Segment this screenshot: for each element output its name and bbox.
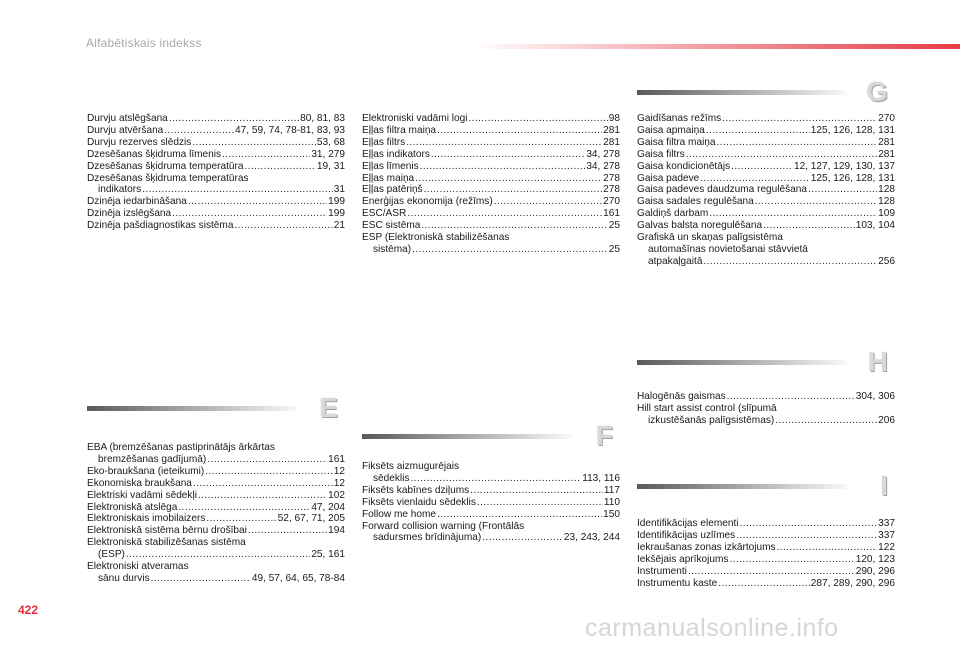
entry-pages: 25, 161: [311, 549, 345, 561]
section-divider: [637, 90, 847, 95]
entry-pages: 304, 306: [855, 391, 895, 402]
entry-term: indikators: [98, 184, 142, 196]
section-header-i: [637, 470, 892, 510]
index-entry: [637, 113, 895, 125]
index-entry: [637, 542, 895, 554]
entry-term: Fiksēts kabīnes dziļums: [362, 484, 470, 496]
index-entry: [637, 184, 895, 196]
index-list-h: [637, 391, 895, 427]
index-entry: [362, 497, 620, 509]
leader-dots: [722, 113, 877, 125]
entry-pages: 102: [328, 489, 345, 501]
entry-term: Iekšējais aprīkojums: [637, 553, 729, 565]
entry-pages: 109: [878, 208, 895, 220]
section-divider: [362, 434, 572, 439]
entry-pages: 125, 126, 128, 131: [810, 172, 895, 184]
entry-pages: 194: [328, 525, 345, 537]
entry-term: Eļļas līmenis: [362, 160, 419, 172]
index-entry: [87, 490, 345, 502]
section-letter-i: I: [880, 470, 888, 501]
entry-term: Identifikācijas elementi: [637, 518, 739, 529]
leader-dots: [248, 525, 327, 537]
leader-dots: [410, 473, 581, 485]
entry-pages: 31: [333, 184, 345, 196]
index-entry: Dzesēšanas šķidruma temperatūras: [87, 172, 249, 184]
entry-term: Fiksēts vienlaidu sēdeklis: [362, 496, 476, 508]
index-entry: ESP (Elektroniskā stabilizēšanas: [362, 232, 510, 244]
entry-pages: 12: [333, 477, 345, 489]
leader-dots: [736, 530, 877, 542]
entry-term: Gaisa padeves daudzuma regulēšana: [637, 184, 808, 196]
entry-term: Gaisa filtrs: [637, 148, 685, 160]
entry-term: Galvas balsta noregulēšana: [637, 220, 763, 232]
leader-dots: [437, 125, 602, 137]
index-entry: [637, 391, 895, 403]
entry-term: Follow me home: [362, 508, 437, 520]
leader-dots: [706, 125, 810, 137]
index-entry: Elektroniski atveramas: [87, 561, 189, 573]
entry-term: Halogēnās gaismas: [637, 391, 726, 402]
entry-pages: 52, 67, 71, 205: [277, 513, 345, 525]
index-entry: [87, 125, 345, 137]
index-entry: [87, 161, 345, 173]
entry-pages: 125, 126, 128, 131: [810, 124, 895, 136]
index-entry: [637, 196, 895, 208]
entry-pages: 161: [603, 208, 620, 220]
entry-pages: 278: [603, 184, 620, 196]
leader-dots: [709, 208, 877, 220]
section-letter-f: F: [595, 420, 613, 451]
index-entry: [637, 566, 895, 578]
entry-pages: 103, 104: [855, 220, 895, 232]
entry-term: Ekonomiska braukšana: [87, 477, 192, 489]
entry-pages: 287, 289, 290, 296: [810, 577, 895, 589]
leader-dots: [198, 490, 327, 502]
entry-pages: 281: [878, 148, 895, 160]
leader-dots: [421, 220, 607, 232]
section-letter-g: G: [866, 76, 888, 107]
entry-term: Dzinēja izslēgšana: [87, 208, 172, 220]
index-entry: [87, 137, 345, 149]
index-entry: [637, 530, 895, 542]
index-list-e-continued: [362, 113, 620, 256]
leader-dots: [415, 173, 602, 185]
entry-term: sānu durvis: [98, 572, 150, 584]
entry-pages: 21: [333, 220, 345, 232]
entry-term: Identifikācijas uzlīmes: [637, 529, 736, 541]
index-entry: [637, 256, 895, 268]
leader-dots: [234, 220, 332, 232]
leader-dots: [192, 137, 316, 149]
index-entry: [637, 208, 895, 220]
page-number: 422: [18, 603, 39, 617]
index-entry: [362, 125, 620, 137]
entry-term: Gaidīšanas režīms: [637, 113, 722, 124]
index-entry: Fiksēts aizmugurējais: [362, 461, 460, 472]
entry-term: ESC sistēma: [362, 220, 421, 232]
index-entry: [637, 149, 895, 161]
leader-dots: [727, 391, 855, 403]
entry-term: sadursmes brīdinājuma): [373, 532, 482, 544]
entry-pages: 34, 278: [586, 148, 620, 160]
leader-dots: [688, 566, 855, 578]
index-entry: [362, 137, 620, 149]
index-entry: [87, 184, 345, 196]
leader-dots: [700, 173, 810, 185]
index-entry: Hill start assist control (slīpumā: [637, 402, 777, 414]
entry-term: Eļļas filtra maiņa: [362, 124, 437, 136]
leader-dots: [763, 220, 855, 232]
section-header-f: [362, 420, 617, 460]
entry-pages: 128: [878, 184, 895, 196]
entry-pages: 120, 123: [855, 553, 895, 565]
entry-pages: 113, 116: [582, 472, 620, 484]
entry-pages: 25: [608, 243, 620, 255]
index-entry: [362, 509, 620, 521]
index-entry: [362, 184, 620, 196]
index-entry: [362, 113, 620, 125]
index-entry: [362, 485, 620, 497]
entry-term: sistēma): [373, 243, 412, 255]
index-entry: [362, 161, 620, 173]
index-entry: [87, 525, 345, 537]
entry-pages: 281: [878, 136, 895, 148]
entry-pages: 19, 31: [316, 160, 345, 172]
leader-dots: [142, 184, 333, 196]
leader-dots: [740, 518, 878, 530]
entry-pages: 278: [603, 172, 620, 184]
leader-dots: [178, 502, 310, 514]
site-watermark: carmanualsonline.info: [585, 614, 839, 642]
entry-pages: 270: [603, 196, 620, 208]
index-list-g: [637, 113, 895, 268]
entry-pages: 31, 279: [311, 148, 345, 160]
entry-term: Dzesēšanas šķidruma temperatūra: [87, 160, 244, 172]
entry-pages: 281: [603, 136, 620, 148]
leader-dots: [777, 542, 878, 554]
entry-term: Elektroniski vadāmi logi: [362, 113, 468, 124]
leader-dots: [470, 485, 603, 497]
entry-term: Durvju atslēgšana: [87, 113, 168, 124]
leader-dots: [206, 513, 276, 525]
entry-term: Instrumenti: [637, 565, 687, 577]
leader-dots: [164, 125, 234, 137]
entry-pages: 34, 278: [586, 160, 620, 172]
index-entry: [87, 573, 345, 585]
index-entry: [362, 244, 620, 256]
index-entry: [87, 113, 345, 125]
entry-term: Galdiņš darbam: [637, 208, 709, 220]
leader-dots: [717, 137, 878, 149]
leader-dots: [431, 149, 585, 161]
entry-term: atpakaļgaitā: [648, 255, 703, 267]
entry-pages: 49, 57, 64, 65, 78-84: [251, 572, 345, 584]
entry-pages: 47, 204: [311, 501, 345, 513]
entry-pages: 161: [328, 453, 345, 465]
entry-term: Eļļas indikators: [362, 148, 430, 160]
section-divider: [87, 406, 297, 411]
entry-term: sēdeklis: [373, 472, 410, 484]
index-entry: [362, 208, 620, 220]
index-entry: [637, 173, 895, 185]
entry-pages: 47, 59, 74, 78-81, 83, 93: [235, 124, 345, 136]
index-entry: [637, 415, 895, 427]
leader-dots: [207, 454, 327, 466]
entry-term: Iekraušanas zonas izkārtojums: [637, 541, 776, 553]
index-entry: [637, 554, 895, 566]
entry-pages: 337: [878, 529, 895, 541]
index-entry: [362, 532, 620, 544]
entry-pages: 128: [878, 196, 895, 208]
index-entry: Elektroniskā stabilizēšanas sistēma: [87, 537, 246, 549]
entry-pages: 206: [878, 414, 895, 426]
entry-term: Durvju atvēršana: [87, 124, 164, 136]
entry-pages: 12, 127, 129, 130, 137: [793, 160, 895, 172]
leader-dots: [729, 554, 854, 566]
index-entry: [87, 208, 345, 220]
leader-dots: [407, 208, 602, 220]
entry-term: Eļļas patēriņš: [362, 184, 423, 196]
leader-dots: [245, 161, 316, 173]
entry-term: Enerģijas ekonomija (režīms): [362, 196, 493, 208]
index-entry: [87, 502, 345, 514]
entry-term: Elektroniskais imobilaizers: [87, 513, 206, 525]
entry-term: Elektroniskā sistēma bērnu drošībai: [87, 525, 247, 537]
index-entry: Forward collision warning (Frontālās: [362, 520, 525, 532]
entry-pages: 281: [603, 124, 620, 136]
entry-pages: 53, 68: [316, 136, 345, 148]
leader-dots: [193, 478, 333, 490]
leader-dots: [686, 149, 877, 161]
leader-dots: [169, 113, 299, 125]
section-letter-e: E: [319, 392, 338, 423]
section-header-g: [637, 76, 892, 116]
section-header-h: [637, 346, 892, 386]
index-entry: [87, 149, 345, 161]
section-divider: [637, 360, 847, 365]
entry-pages: 12: [333, 465, 345, 477]
entry-term: Gaisa filtra maiņa: [637, 136, 716, 148]
entry-term: Gaisa padeve: [637, 172, 700, 184]
entry-pages: 25: [608, 220, 620, 232]
section-header-e: [87, 392, 342, 432]
index-entry: EBA (bremzēšanas pastiprinātājs ārkārtas: [87, 442, 275, 453]
leader-dots: [775, 415, 877, 427]
index-entry: [637, 518, 895, 530]
index-entry: [637, 125, 895, 137]
entry-pages: 117: [603, 484, 620, 496]
entry-term: Elektroniskā atslēga: [87, 501, 178, 513]
leader-dots: [151, 573, 251, 585]
leader-dots: [188, 196, 327, 208]
leader-dots: [494, 196, 602, 208]
leader-dots: [731, 161, 793, 173]
leader-dots: [703, 256, 877, 268]
leader-dots: [222, 149, 310, 161]
index-entry: [362, 149, 620, 161]
section-letter-h: H: [867, 346, 888, 377]
index-list-d: [87, 113, 345, 232]
index-entry: [362, 196, 620, 208]
index-entry: [87, 454, 345, 466]
entry-term: Durvju rezerves slēdzis: [87, 136, 192, 148]
entry-term: Dzesēšanas šķidruma līmenis: [87, 148, 222, 160]
leader-dots: [437, 509, 602, 521]
entry-pages: 98: [608, 113, 620, 124]
index-list-i: [637, 518, 895, 589]
entry-term: izkustēšanās palīgsistēmas): [648, 414, 775, 426]
index-entry: [637, 220, 895, 232]
leader-dots: [172, 208, 327, 220]
leader-dots: [755, 196, 877, 208]
entry-pages: 150: [603, 508, 620, 520]
index-list-f: [362, 461, 620, 544]
index-entry: Grafiskā un skaņas palīgsistēma: [637, 232, 783, 244]
index-entry: [637, 137, 895, 149]
entry-term: Elektriski vadāmi sēdekļi: [87, 489, 197, 501]
entry-term: Instrumentu kaste: [637, 577, 718, 589]
entry-term: Eļļas maiņa: [362, 172, 415, 184]
entry-pages: 270: [878, 113, 895, 124]
leader-dots: [412, 244, 608, 256]
leader-dots: [477, 497, 603, 509]
entry-pages: 23, 243, 244: [563, 532, 620, 544]
index-entry: [87, 549, 345, 561]
header-accent-bar: [470, 44, 960, 49]
entry-term: Eļļas filtrs: [362, 136, 406, 148]
index-entry: [637, 161, 895, 173]
index-entry: [87, 478, 345, 490]
section-divider: [637, 484, 847, 489]
entry-term: Gaisa kondicionētājs: [637, 160, 731, 172]
entry-term: ESC/ASR: [362, 208, 407, 220]
leader-dots: [420, 161, 586, 173]
entry-term: Eko-braukšana (ieteikumi): [87, 465, 205, 477]
entry-pages: 290, 296: [855, 565, 895, 577]
leader-dots: [406, 137, 602, 149]
entry-term: Dzinēja pašdiagnostikas sistēma: [87, 220, 234, 232]
leader-dots: [468, 113, 607, 125]
index-entry: [362, 220, 620, 232]
entry-pages: 110: [603, 496, 620, 508]
leader-dots: [205, 466, 333, 478]
index-entry: [87, 196, 345, 208]
index-entry: [87, 220, 345, 232]
index-title: Alfabētiskais indekss: [86, 36, 202, 50]
entry-pages: 80, 81, 83: [300, 113, 345, 124]
leader-dots: [808, 184, 877, 196]
index-entry: automašīnas novietošanai stāvvietā: [648, 243, 808, 255]
index-entry: [637, 578, 895, 590]
entry-pages: 122: [878, 541, 895, 553]
index-entry: [362, 173, 620, 185]
entry-pages: 199: [328, 196, 345, 208]
entry-term: Dzinēja iedarbināšana: [87, 196, 187, 208]
entry-term: bremzēšanas gadījumā): [98, 453, 207, 465]
entry-term: Gaisa sadales regulēšana: [637, 196, 754, 208]
index-entry: [87, 513, 345, 525]
entry-pages: 337: [878, 518, 895, 529]
index-list-e: [87, 442, 345, 585]
index-entry: [87, 466, 345, 478]
entry-pages: 256: [878, 255, 895, 267]
entry-term: Gaisa apmaiņa: [637, 124, 705, 136]
leader-dots: [482, 532, 563, 544]
leader-dots: [424, 184, 603, 196]
entry-pages: 199: [328, 208, 345, 220]
leader-dots: [718, 578, 810, 590]
entry-term: (ESP): [98, 549, 125, 561]
leader-dots: [126, 549, 310, 561]
index-entry: [362, 473, 620, 485]
